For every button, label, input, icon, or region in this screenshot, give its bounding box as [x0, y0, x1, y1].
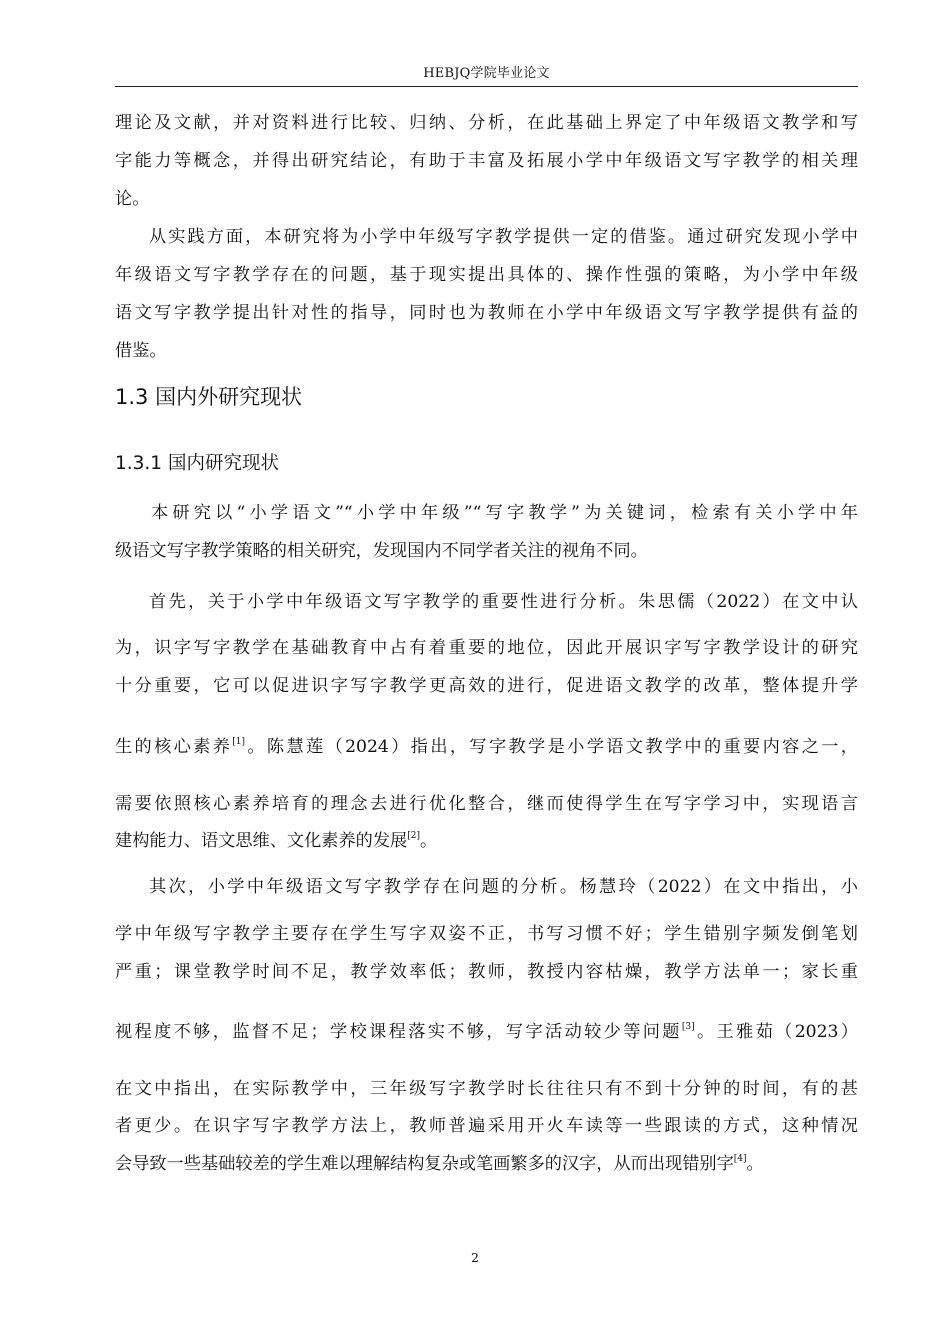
paragraph-line: 语文写字教学提出针对性的指导，同时也为教师在小学中年级语文写字教学提供有益的 [115, 303, 858, 323]
paragraph-line: 需要依照核心素养培育的理念去进行优化整合，继而使得学生在写字学习中，实现语言 [115, 794, 858, 814]
citation-ref: [2] [407, 831, 420, 841]
paragraph-line [115, 732, 858, 762]
paragraph-text: 。 [419, 831, 438, 851]
page-header: HEBJQ学院毕业论文 [115, 62, 858, 87]
paragraph-line: 年级语文写字教学存在的问题，基于现实提出具体的、操作性强的策略，为小学中年级 [115, 265, 858, 285]
paragraph-text: 建构能力、语文思维、文化素养的发展 [115, 831, 408, 851]
citation-ref: [1] [232, 737, 246, 747]
paragraph-line: 其次，小学中年级语文写字教学存在问题的分析。杨慧玲（2022）在文中指出，小 [149, 877, 858, 897]
paragraph-text: 生的核心素养 [115, 737, 233, 757]
paragraph-line: 首先，关于小学中年级语文写字教学的重要性进行分析。朱思儒（2022）在文中认 [149, 592, 858, 612]
paragraph-line: 理论及文献，并对资料进行比较、归纳、分析，在此基础上界定了中年级语文教学和写 [115, 113, 858, 133]
paragraph-line: 论。 [115, 189, 150, 209]
paragraph-line: 借鉴。 [115, 341, 167, 361]
paragraph-line: 级语文写字教学策略的相关研究，发现国内不同学者关注的视角不同。 [115, 541, 648, 561]
section-heading: 1.3 国内外研究现状 [115, 385, 303, 409]
paragraph-line: 本研究以“小学语文”“小学中年级”“写字教学”为关键词，检索有关小学中年 [151, 503, 858, 523]
paragraph-text: 会导致一些基础较差的学生难以理解结构复杂或笔画繁多的汉字，从而出现错别字 [115, 1154, 734, 1174]
citation-ref: [3] [681, 1022, 695, 1032]
paragraph-line: 学中年级写字教学主要存在学生写字双姿不正，书写习惯不好；学生错别字频发倒笔划 [115, 924, 858, 944]
citation-ref: [4] [733, 1154, 747, 1164]
paragraph-line: 在文中指出，在实际教学中，三年级写字教学时长往往只有不到十分钟的时间，有的甚 [115, 1079, 858, 1099]
paragraph-line: 字能力等概念，并得出研究结论，有助于丰富及拓展小学中年级语文写字教学的相关理 [115, 151, 858, 171]
paragraph-text: 。 [746, 1154, 764, 1174]
paragraph-line: 者更少。在识字写字教学方法上，教师普遍采用开火车读等一些跟读的方式，这种情况 [115, 1116, 858, 1136]
paragraph-line: 为，识字写字教学在基础教育中占有着重要的地位，因此开展识字写字教学设计的研究 [115, 638, 858, 658]
subsection-heading: 1.3.1 国内研究现状 [115, 453, 279, 474]
paragraph-line [115, 826, 858, 856]
paragraph-line: 十分重要，它可以促进识字写字教学更高效的进行，促进语文教学的改革，整体提升学 [115, 676, 858, 696]
paragraph-text: 。王雅茹（2023） [694, 1022, 858, 1042]
paragraph-line: 从实践方面，本研究将为小学中年级写字教学提供一定的借鉴。通过研究发现小学中 [149, 227, 858, 247]
paragraph-line [115, 1149, 858, 1179]
paragraph-line: 严重；课堂教学时间不足，教学效率低；教师，教授内容枯燥，教学方法单一；家长重 [115, 962, 858, 982]
paragraph-text: 视程度不够，监督不足；学校课程落实不够，写字活动较少等问题 [115, 1022, 682, 1042]
paragraph-line [115, 1017, 858, 1047]
paragraph-text: 。陈慧莲（2024）指出，写字教学是小学语文教学中的重要内容之一， [245, 737, 858, 757]
page-number: 2 [471, 1250, 479, 1265]
